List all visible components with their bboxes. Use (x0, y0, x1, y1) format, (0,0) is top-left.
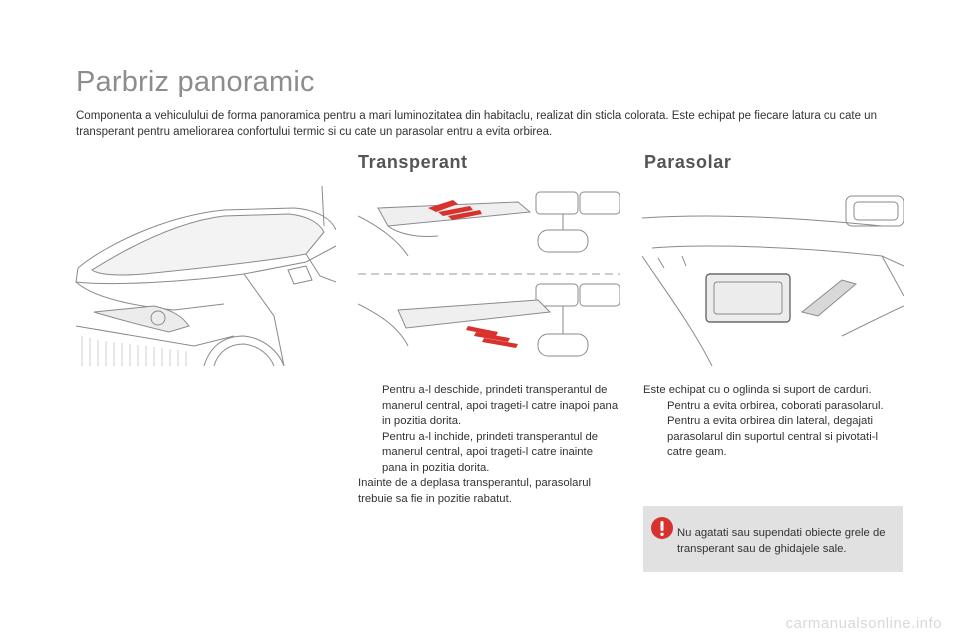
parasolar-step-lower: Pentru a evita orbirea, coborati parasolarul. (667, 399, 884, 412)
transperant-step-open: Pentru a-l deschide, prindeti transperantul de manerul central, apoi trageti-l catre inapoi pana in pozitia dorita. (382, 384, 619, 427)
intro-paragraph: Componenta a vehiculului de forma panoramica pentru a mari luminozitatea din habitaclu, realizat din sticla colorata. Este echipat pe fiecare latura cu cate un transperant pentru ameliorarea confortului termic si cu cate un parasolar entru a evita orbirea. (76, 110, 877, 138)
list-item (643, 414, 905, 461)
bullet-marker (358, 383, 382, 430)
transperant-text (358, 383, 620, 507)
parasolar-step-side: Pentru a evita orbirea din lateral, degajati parasolarul din suportul central si pivotati-l catre geam. (667, 415, 878, 458)
parasolar-text (643, 383, 905, 461)
warning-exclamation-icon (650, 516, 674, 540)
bullet-marker (358, 430, 382, 477)
page-title: Parbriz panoramic (76, 66, 315, 98)
parasolar-intro: Este echipat cu o oglinda si suport de carduri. (643, 384, 872, 396)
transperant-step-close: Pentru a-l inchide, prindeti transperantul de manerul central, apoi trageti-l catre inainte pana in pozitia dorita. (382, 430, 599, 474)
list-item (643, 399, 905, 415)
warning-box (643, 506, 903, 572)
transperant-heading: Transperant (358, 152, 468, 172)
list-item (358, 430, 620, 477)
car-windshield-illustration (74, 186, 336, 366)
warning-text: Nu agatati sau supendati obiecte grele de transperant sau de ghidajele sale. (677, 527, 886, 555)
parasolar-heading: Parasolar (644, 152, 732, 172)
watermark: carmanualsonline.info (785, 615, 942, 632)
parasolar-illustration (642, 186, 904, 366)
bullet-marker (643, 399, 667, 415)
list-item (358, 383, 620, 430)
transperant-illustration (358, 186, 620, 366)
bullet-marker (643, 414, 667, 461)
transperant-note: Inainte de a deplasa transperantul, parasolarul trebuie sa fie in pozitie rabatut. (358, 477, 591, 505)
